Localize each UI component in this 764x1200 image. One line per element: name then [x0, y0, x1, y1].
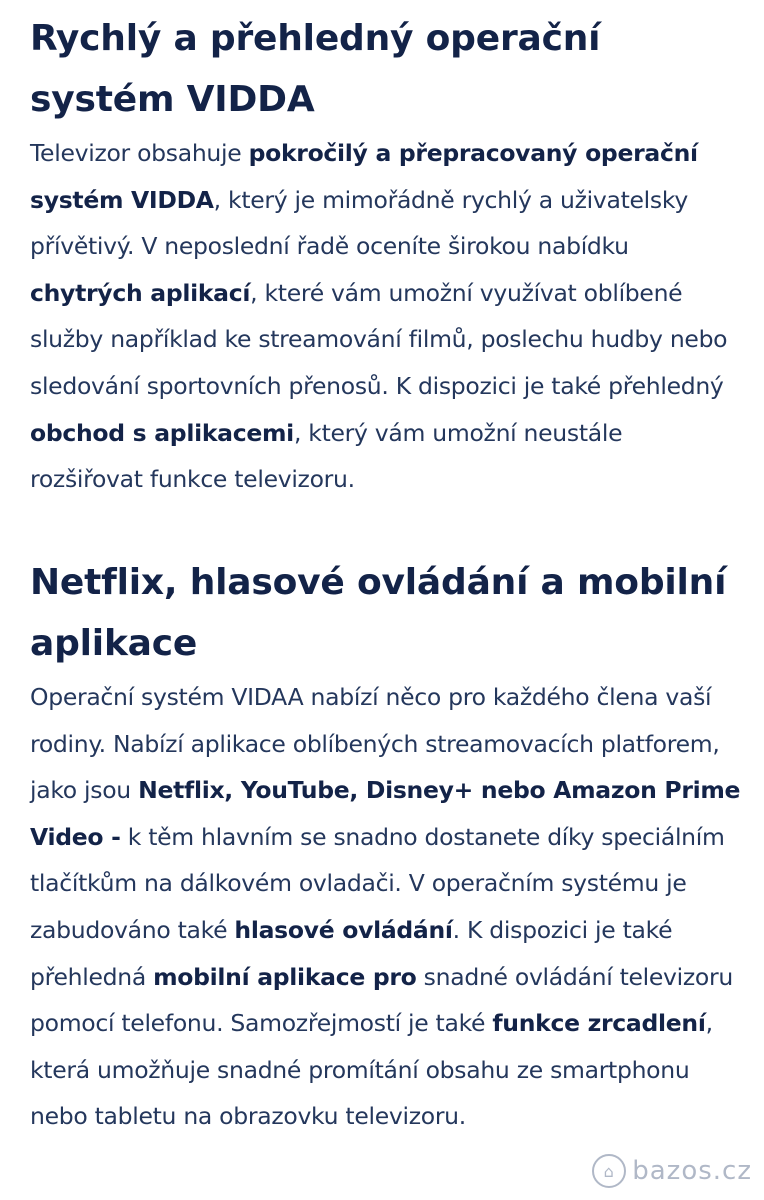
- body-text: , která umožňuje snadné promítání obsahu ze smartphonu nebo tabletu na obrazovku televizoru.: [30, 1009, 713, 1131]
- section-paragraph: [30, 130, 742, 503]
- highlighted-text: chytrých aplikací: [30, 278, 251, 307]
- highlighted-text: Netflix, YouTube, Disney+ nebo Amazon Prime Video -: [30, 776, 741, 851]
- watermark-text: bazos.cz: [632, 1156, 752, 1186]
- section-title: Rychlý a přehledný operační systém VIDDA: [30, 18, 601, 120]
- section-title: Netflix, hlasové ovládání a mobilní aplikace: [30, 562, 727, 664]
- highlighted-text: pokročilý a přepracovaný operační systém VIDDA: [30, 139, 698, 214]
- body-text: , který vám umožní neustále rozšiřovat funkce televizoru.: [30, 418, 623, 494]
- body-text: , které vám umožní využívat oblíbené služby například ke streamování filmů, poslechu hudby nebo sledování sportovních přenosů. K dispozici je také přehledný: [30, 278, 728, 400]
- highlighted-text: hlasové ovládání: [234, 915, 453, 944]
- body-text: Operační systém VIDAA nabízí něco pro každého člena vaší rodiny. Nabízí aplikace oblíbených streamovacích platforem, jako jsou: [30, 683, 720, 805]
- body-text: Televizor obsahuje: [30, 139, 249, 167]
- highlighted-text: funkce zrcadlení: [492, 1009, 706, 1038]
- section-netflix-voice-app: [30, 552, 742, 1140]
- body-text: k těm hlavním se snadno dostanete díky speciálním tlačítkům na dálkovém ovladači. V operačním systému je zabudováno také: [30, 822, 725, 944]
- bazos-logo-icon: ⌂: [592, 1154, 626, 1188]
- body-text: . K dispozici je také přehledná: [30, 915, 673, 991]
- body-text: snadné ovládání televizoru pomocí telefonu. Samozřejmostí je také: [30, 962, 733, 1038]
- highlighted-text: obchod s aplikacemi: [30, 418, 294, 447]
- watermark: [592, 1154, 752, 1188]
- section-paragraph: [30, 674, 742, 1140]
- body-text: , který je mimořádně rychlý a uživatelsky přívětivý. V neposlední řadě oceníte širokou nabídku: [30, 185, 688, 261]
- highlighted-text: mobilní aplikace pro: [153, 962, 417, 991]
- section-vidaa-os: [30, 8, 742, 503]
